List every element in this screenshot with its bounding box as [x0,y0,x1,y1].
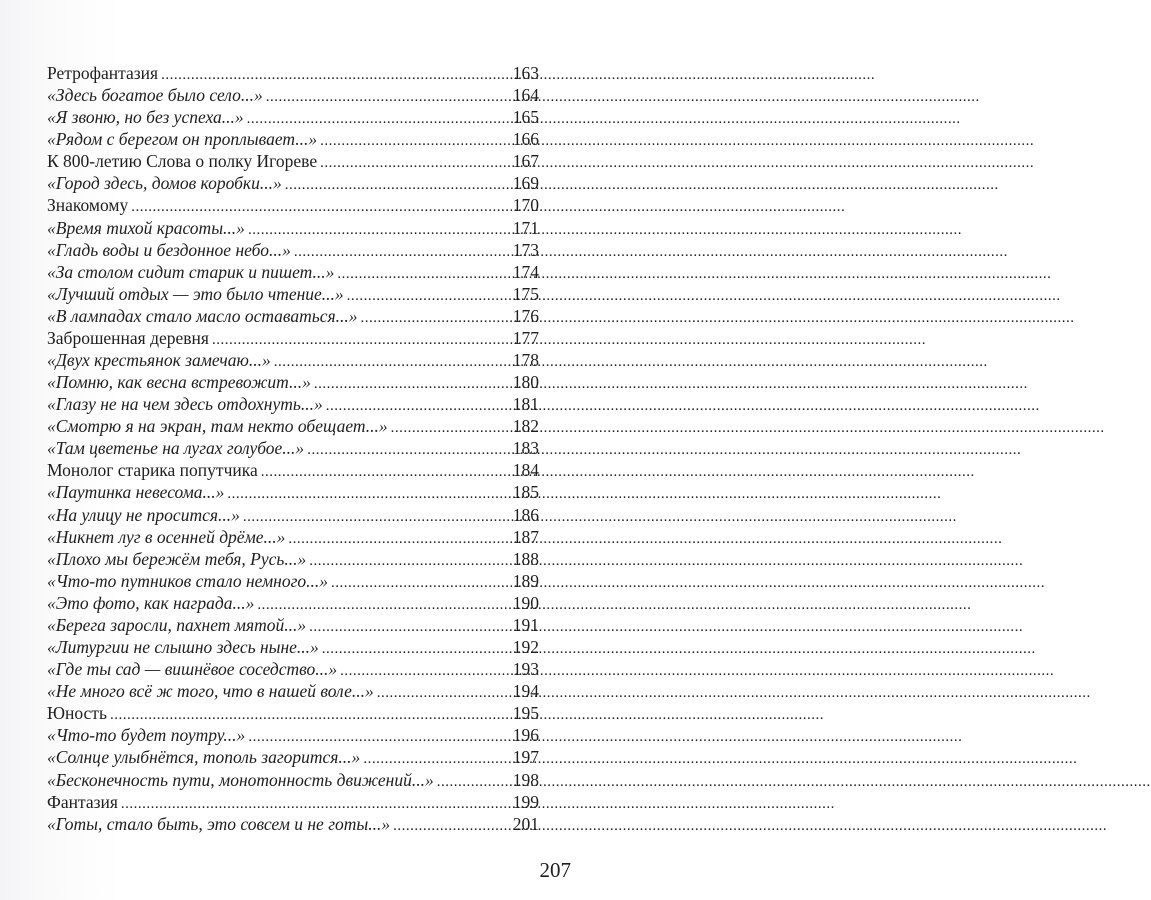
toc-entry-title: «Что-то будет поутру...» [47,725,246,746]
toc-entry-title: «Что-то путников стало немного...» [47,570,329,591]
toc-entry-page: 182 [512,416,539,437]
toc-entry [47,194,539,216]
toc-entry-page: 201 [512,813,539,834]
toc-entry [47,437,539,459]
dot-leader [331,572,512,594]
toc-entry-page: 173 [512,239,539,260]
toc-entry-page: 189 [512,570,539,591]
dot-leader [309,616,512,638]
dot-leader [274,351,512,373]
toc-entry-title: «В лампадах стало масло оставаться...» [47,305,358,326]
toc-entry-page: 181 [512,394,539,415]
table-of-contents [47,62,539,835]
toc-entry-page: 167 [512,151,539,172]
toc-entry [47,481,539,503]
toc-entry-title: Юность [47,703,107,724]
toc-entry-page: 180 [512,372,539,393]
toc-entry-title: «Где ты сад — вишнёвое соседство...» [47,659,338,680]
toc-entry-page: 188 [512,548,539,569]
toc-entry-page: 194 [512,681,539,702]
page-number: 207 [539,858,571,882]
toc-entry-title: «Рядом с берегом он проплывает...» [47,129,318,150]
toc-entry-page: 177 [512,327,539,348]
toc-entry-title: «Здесь богатое было село...» [47,85,263,106]
toc-entry [47,371,539,393]
toc-entry-page: 187 [512,526,539,547]
dot-leader [243,506,512,528]
toc-entry-page: 185 [512,482,539,503]
dot-leader [307,439,512,461]
toc-entry [47,415,539,437]
dot-leader [131,196,512,218]
toc-entry [47,393,539,415]
toc-entry-page: 197 [512,747,539,768]
toc-entry [47,150,539,172]
dot-leader [347,285,512,307]
dot-leader [285,174,512,196]
toc-entry [47,680,539,702]
dot-leader [391,417,512,439]
toc-entry-title: «Это фото, как награда...» [47,592,255,613]
toc-entry [47,746,539,768]
toc-entry-title: «Никнет луг в осенней дрёме...» [47,526,286,547]
dot-leader [320,152,512,174]
dot-leader [322,638,512,660]
toc-entry-page: 199 [512,791,539,812]
dot-leader [309,550,512,572]
dot-leader [121,793,512,815]
toc-entry [47,239,539,261]
toc-entry-title: «На улицу не просится...» [47,504,240,525]
toc-entry-page: 175 [512,283,539,304]
dot-leader [340,660,512,682]
toc-entry-page: 174 [512,261,539,282]
toc-entry-title: «Помню, как весна встревожит...» [47,372,311,393]
toc-entry [47,172,539,194]
dot-leader [294,241,512,263]
toc-entry-title: Ретрофантазия [47,63,159,83]
toc-entry [47,217,539,239]
toc-entry-title: «Бесконечность пути, монотонность движений...» [47,769,434,790]
toc-entry-title: «Берега заросли, пахнет мятой...» [47,614,307,635]
toc-entry [47,791,539,813]
toc-entry-page: 165 [512,107,539,128]
toc-entry [47,614,539,636]
toc-entry [47,504,539,526]
toc-entry-title: «Время тихой красоты...» [47,217,245,238]
toc-entry-title: «Литургии не слышно здесь ныне...» [47,637,319,658]
toc-entry-page: 166 [512,129,539,150]
toc-entry [47,283,539,305]
toc-entry-title: К 800-летию Слова о полку Игореве [47,151,318,172]
toc-entry [47,62,539,84]
toc-entry-title: Фантазия [47,791,118,812]
toc-entry [47,570,539,592]
toc-entry-title: «Смотрю я на экран, там некто обещает...» [47,416,388,437]
dot-leader [227,483,511,505]
toc-entry-title: «Солнце улыбнётся, тополь загорится...» [47,747,361,768]
toc-entry [47,327,539,349]
dot-leader [363,748,511,770]
toc-entry [47,658,539,680]
toc-entry [47,592,539,614]
toc-entry [47,261,539,283]
dot-leader [266,86,512,108]
dot-leader [110,704,512,726]
toc-entry [47,702,539,724]
dot-leader [393,815,512,837]
dot-leader [361,307,512,329]
toc-entry-page: 190 [512,592,539,613]
dot-leader [314,373,512,395]
toc-entry-title: Знакомому [47,195,129,216]
toc-entry-title: «За столом сидит старик и пишет...» [47,261,335,282]
dot-leader [437,771,512,793]
toc-entry-page: 163 [512,63,539,83]
toc-entry-title: «Я звоню, но без успеха...» [47,107,244,128]
toc-entry [47,636,539,658]
toc-entry-title: «Глазу не на чем здесь отдохнуть...» [47,394,323,415]
dot-leader [248,219,512,241]
toc-entry-page: 164 [512,85,539,106]
dot-leader [320,130,512,152]
dot-leader [247,108,512,130]
toc-entry [47,548,539,570]
toc-entry-title: Монолог старика попутчика [47,460,258,481]
toc-entry [47,128,539,150]
toc-entry [47,305,539,327]
toc-entry-title: «Гладь воды и бездонное небо...» [47,239,291,260]
toc-entry-title: «Паутинка невесома...» [47,482,225,503]
toc-entry-page: 170 [512,195,539,216]
toc-entry [47,106,539,128]
toc-entry-page: 196 [512,725,539,746]
toc-entry-page: 184 [512,460,539,481]
toc-entry-title: «Двух крестьянок замечаю...» [47,350,271,371]
toc-entry [47,724,539,746]
dot-leader [248,726,511,748]
toc-entry-page: 171 [512,217,539,238]
dot-leader [377,682,512,704]
toc-entry-page: 186 [512,504,539,525]
toc-entry [47,459,539,481]
toc-entry-title: Заброшенная деревня [47,327,209,348]
dot-leader [326,395,512,417]
toc-entry-title: «Не много всё ж того, что в нашей воле...» [47,681,374,702]
toc-entry [47,813,539,835]
toc-entry-title: «Лучший отдых — это было чтение...» [47,283,344,304]
dot-leader [288,528,511,550]
toc-entry-page: 193 [512,659,539,680]
toc-entry-title: «Готы, стало быть, это совсем и не готы...» [47,813,391,834]
dot-leader [257,594,511,616]
dot-leader [261,461,512,483]
dot-leader [161,64,512,86]
dot-leader [212,329,512,351]
toc-entry-page: 176 [512,305,539,326]
toc-entry-page: 169 [512,173,539,194]
toc-entry-page: 183 [512,438,539,459]
toc-entry [47,349,539,371]
toc-entry-page: 191 [512,614,539,635]
toc-entry [47,84,539,106]
toc-entry-page: 195 [512,703,539,724]
toc-entry [47,526,539,548]
toc-entry [47,769,539,791]
toc-entry-title: «Город здесь, домов коробки...» [47,173,282,194]
toc-entry-page: 192 [512,637,539,658]
toc-entry-title: «Плохо мы бережём тебя, Русь...» [47,548,307,569]
toc-entry-page: 178 [512,350,539,371]
toc-entry-page: 198 [512,769,539,790]
dot-leader [337,263,511,285]
toc-entry-title: «Там цветенье на лугах голубое...» [47,438,305,459]
